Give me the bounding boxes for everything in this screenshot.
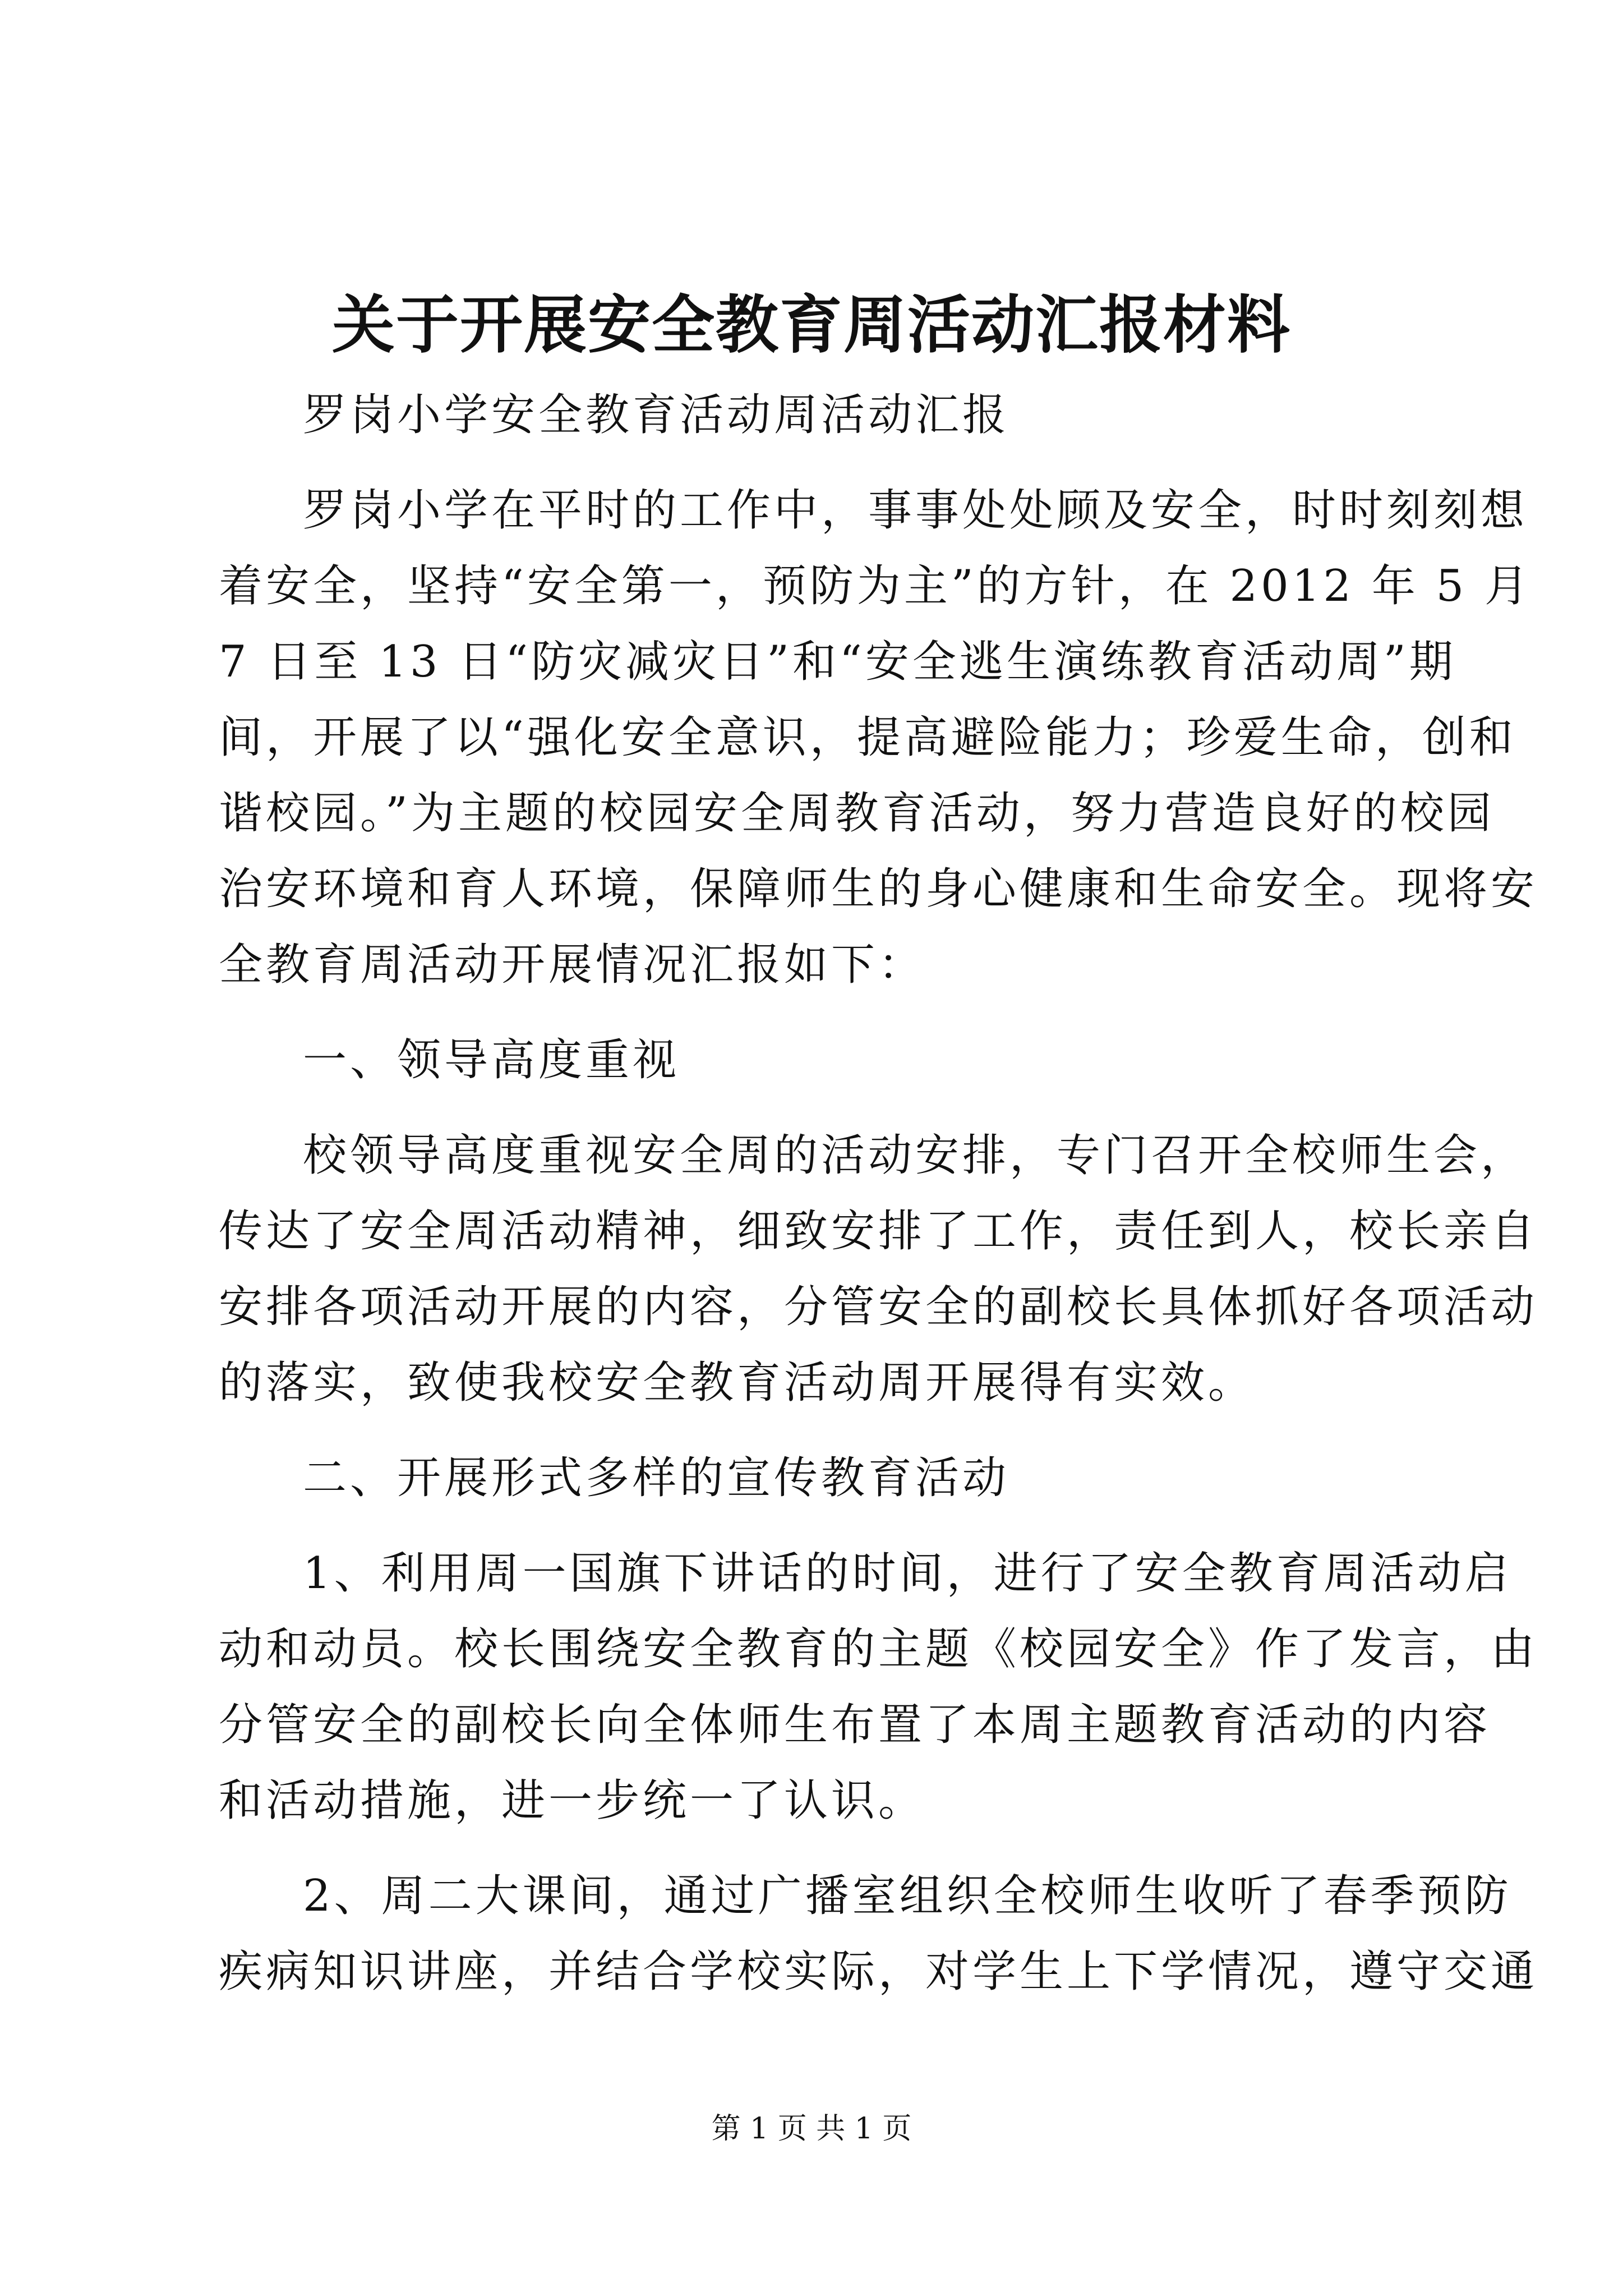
document-title: 关于开展安全教育周活动汇报材料 [332, 288, 1291, 362]
paragraph-line: 校领导高度重视安全周的活动安排，专门召开全校师生会， [303, 1130, 1528, 1181]
paragraph-line: 传达了安全周活动精神，细致安排了工作，责任到人，校长亲自 [219, 1206, 1538, 1257]
paragraph-line: 谐校园。”为主题的校园安全周教育活动，努力营造良好的校园 [219, 788, 1495, 839]
paragraph-line: 和活动措施，进一步统一了认识。 [219, 1775, 926, 1826]
paragraph-line: 7 日至 13 日“防灾减灾日”和“安全逃生演练教育活动周”期 [219, 637, 1456, 687]
paragraph-line: 着安全，坚持“安全第一，预防为主”的方针，在 2012 年 5 月 [219, 561, 1532, 611]
paragraph-line: 全教育周活动开展情况汇报如下： [219, 940, 926, 990]
paragraph-line: 动和动员。校长围绕安全教育的主题《校园安全》作了发言，由 [219, 1624, 1538, 1674]
paragraph-line: 2、周二大课间，通过广播室组织全校师生收听了春季预防 [303, 1871, 1512, 1921]
paragraph-line: 安排各项活动开展的内容，分管安全的副校长具体抓好各项活动 [219, 1282, 1538, 1332]
page-number: 第 1 页 共 1 页 [711, 2112, 912, 2146]
paragraph-line: 治安环境和育人环境，保障师生的身心健康和生命安全。现将安 [219, 864, 1538, 914]
paragraph-line: 的落实，致使我校安全教育活动周开展得有实效。 [219, 1358, 1256, 1408]
paragraph-line: 疾病知识讲座，并结合学校实际，对学生上下学情况，遵守交通 [219, 1947, 1538, 1997]
paragraph-line: 间，开展了以“强化安全意识，提高避险能力；珍爱生命，创和 [219, 712, 1516, 763]
section-heading: 二、开展形式多样的宣传教育活动 [303, 1453, 1010, 1503]
subtitle-line: 罗岗小学安全教育活动周活动汇报 [303, 390, 1010, 440]
paragraph-line: 罗岗小学在平时的工作中，事事处处顾及安全，时时刻刻想 [303, 485, 1528, 536]
section-heading: 一、领导高度重视 [303, 1035, 680, 1085]
paragraph-line: 分管安全的副校长向全体师生布置了本周主题教育活动的内容 [219, 1700, 1491, 1750]
paragraph-line: 1、利用周一国旗下讲话的时间，进行了安全教育周活动启 [303, 1548, 1512, 1599]
